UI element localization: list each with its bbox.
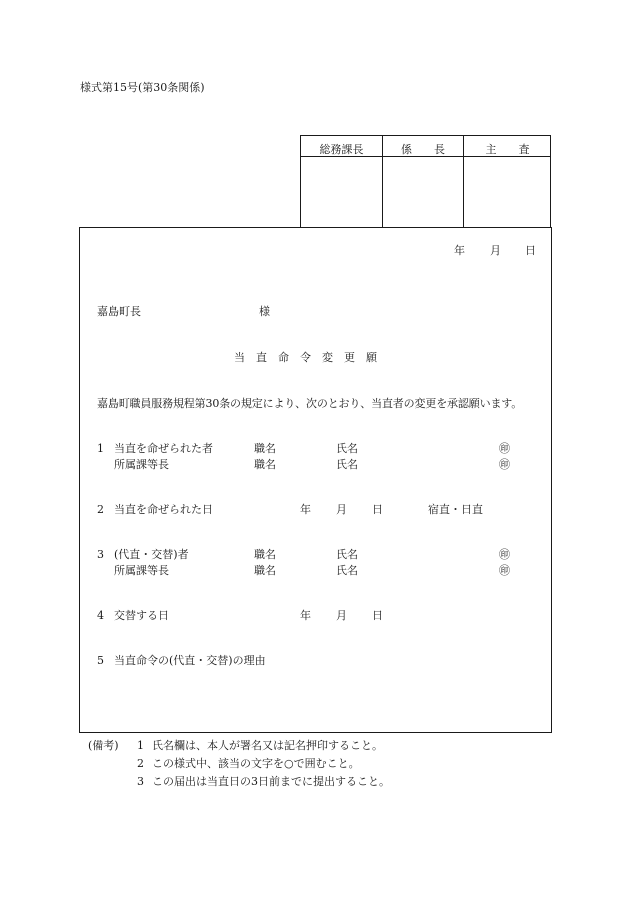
item4-year: 年 xyxy=(300,609,311,622)
note-number: 1 xyxy=(137,739,144,752)
item1-name-label: 氏名 xyxy=(336,442,358,455)
item3-name-label: 氏名 xyxy=(336,548,358,561)
approval-stamp-table xyxy=(300,135,551,227)
approval-column-kakaricho xyxy=(383,136,463,227)
item2-month: 月 xyxy=(336,503,347,516)
seal-mark: ㊞ xyxy=(499,458,510,471)
note-text: この様式中、該当の文字を○で囲むこと。 xyxy=(152,757,360,770)
item1-supervisor-name-label: 氏名 xyxy=(336,458,358,471)
item3-label: (代直・交替)者 xyxy=(114,548,189,561)
intro-text: 嘉島町職員服務規程第30条の規定により、次のとおり、当直者の変更を承認願います。 xyxy=(97,397,523,410)
item1-supervisor-label: 所属課等長 xyxy=(114,458,169,471)
form-number-label: 様式第15号(第30条関係) xyxy=(80,81,205,94)
item1-label: 当直を命ぜられた者 xyxy=(114,442,213,455)
note-text: 氏名欄は、本人が署名又は記名押印すること。 xyxy=(152,739,383,752)
item2-day: 日 xyxy=(372,503,383,516)
approval-column-shusa xyxy=(464,136,551,227)
item2-number: 2 xyxy=(97,503,104,516)
seal-mark: ㊞ xyxy=(499,442,510,455)
item3-number: 3 xyxy=(97,548,104,561)
note-number: 2 xyxy=(137,757,144,770)
date-month-label: 月 xyxy=(490,244,501,257)
item2-label: 当直を命ぜられた日 xyxy=(114,503,213,516)
item2-year: 年 xyxy=(300,503,311,516)
seal-mark: ㊞ xyxy=(499,548,510,561)
item4-day: 日 xyxy=(372,609,383,622)
date-year-label: 年 xyxy=(454,244,465,257)
note-number: 3 xyxy=(137,775,144,788)
item1-post-label: 職名 xyxy=(254,442,276,455)
item5-label: 当直命令の(代直・交替)の理由 xyxy=(114,654,266,667)
date-day-label: 日 xyxy=(525,244,536,257)
item4-number: 4 xyxy=(97,609,104,622)
document-title: 当 直 命 令 変 更 願 xyxy=(234,351,377,364)
seal-mark: ㊞ xyxy=(499,564,510,577)
note-text: この届出は当直日の3日前までに提出すること。 xyxy=(152,775,390,788)
item4-label: 交替する日 xyxy=(114,609,169,622)
item3-supervisor-name-label: 氏名 xyxy=(336,564,358,577)
item1-supervisor-post-label: 職名 xyxy=(254,458,276,471)
item3-supervisor-label: 所属課等長 xyxy=(114,564,169,577)
item3-supervisor-post-label: 職名 xyxy=(254,564,276,577)
item1-number: 1 xyxy=(97,442,104,455)
addressee-honorific: 様 xyxy=(259,305,270,318)
approval-header: 主 査 xyxy=(485,143,530,156)
item5-number: 5 xyxy=(97,654,104,667)
item3-post-label: 職名 xyxy=(254,548,276,561)
notes-heading: (備考) xyxy=(88,739,119,752)
item2-duty-type: 宿直・日直 xyxy=(428,503,483,516)
approval-column-somu-kacho xyxy=(301,136,382,227)
approval-header: 係 長 xyxy=(401,143,445,156)
addressee-name: 嘉島町長 xyxy=(97,305,141,318)
item4-month: 月 xyxy=(336,609,347,622)
approval-header: 総務課長 xyxy=(319,143,364,156)
